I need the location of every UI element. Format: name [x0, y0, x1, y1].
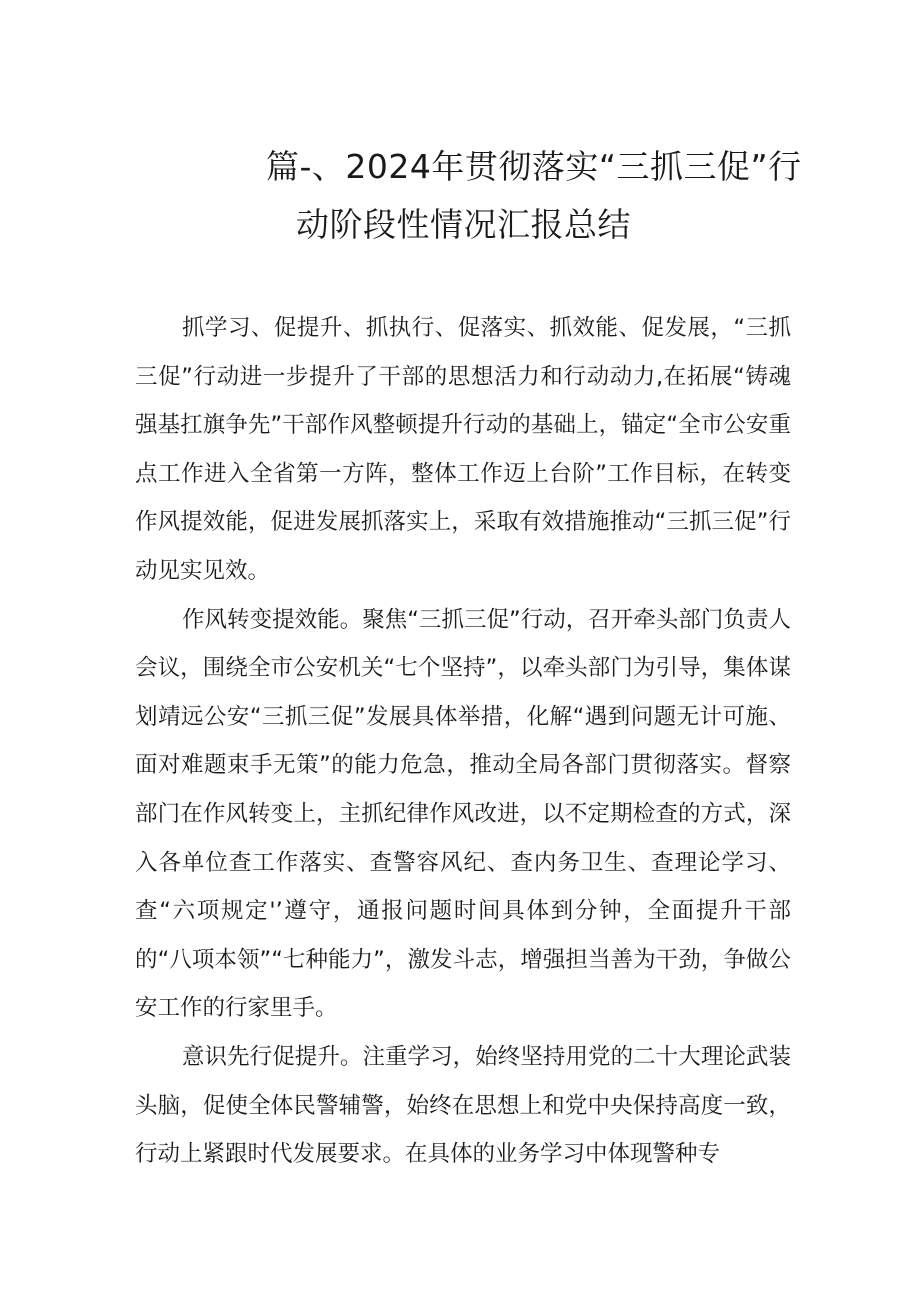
title-line-2: 动阶段性情况汇报总结	[296, 205, 631, 244]
paragraph-work-style: 作风转变提效能。聚焦“三抓三促”行动，召开牵头部门负责人会议，围绕全市公安机关“七个坚持”，以牵头部门为引导，集体谋划靖远公安“三抓三促”发展具体举措，化解“遇到问题无计可施、面对难题束手无策”的能力危急，推动全局各部门贯彻落实。督察部门在作风转变上，主抓纪律作风改进，以不定期检查的方式，深入各单位查工作落实、查警容风纪、查内务卫生、查理论学习、查“六项规定'’遵守，通报问题时间具体到分钟，全面提升干部的“八项本领”“七种能力”，激发斗志，增强担当善为干劲，争做公安工作的行家里手。	[135, 606, 791, 1022]
paragraph-intro: 抓学习、促提升、抓执行、促落实、抓效能、促发展，“三抓三促”行动进一步提升了干部的思想活力和行动动力,在拓展“铸魂强基扛旗争先”干部作风整顿提升行动的基础上，锚定“全市公安重点工作进入全省第一方阵，整体工作迈上台阶”工作目标，在转变作风提效能，促进发展抓落实上，采取有效措施推动“三抓三促”行动见实见效。	[135, 315, 791, 584]
document-body	[135, 304, 791, 1179]
paragraph-awareness: 意识先行促提升。注重学习，始终坚持用党的二十大理论武装头脑，促使全体民警辅警，始终在思想上和党中央保持高度一致，行动上紧跟时代发展要求。在具体的业务学习中体现警种专	[135, 1043, 791, 1168]
document-title	[0, 138, 920, 254]
title-line-1: 篇-、2024年贯彻落实“三抓三促”行	[266, 147, 802, 186]
